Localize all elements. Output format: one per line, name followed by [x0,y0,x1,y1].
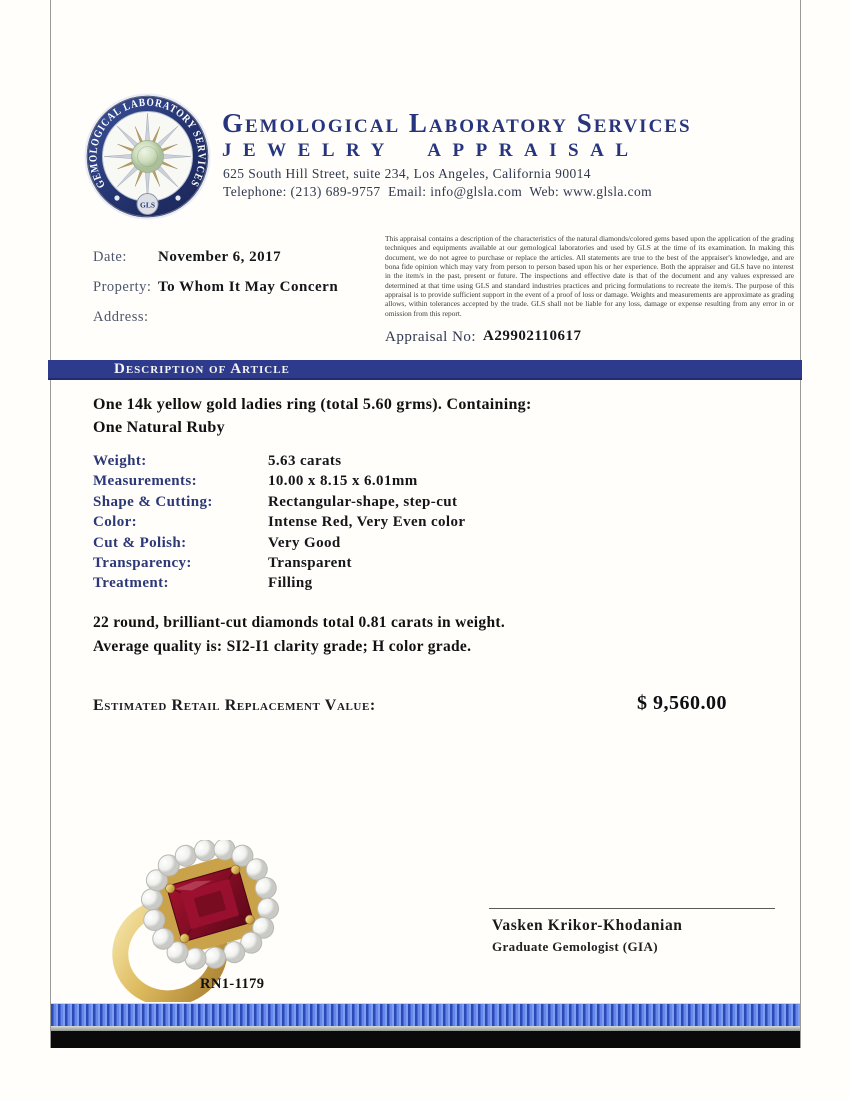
appraisal-no-value: A29902110617 [483,328,582,344]
gem-spec-table [93,453,713,596]
spec-value: Rectangular-shape, step-cut [268,493,458,510]
appraiser-name: Vasken Krikor-Khodanian [492,917,683,934]
page-border-right [800,0,801,1048]
logo-dot-right [175,195,180,200]
date-value: November 6, 2017 [158,249,282,265]
spec-row-cut-polish [93,535,713,555]
spec-label: Treatment: [93,575,169,592]
spec-value: Very Good [268,534,341,551]
spec-row-measurements [93,473,713,493]
property-label: Property: [93,279,152,295]
diamonds-line-1: 22 round, brilliant-cut diamonds total 0.81 carats in weight. [93,614,505,631]
page-border-left [50,0,51,1048]
spec-label: Measurements: [93,473,198,490]
spec-value: 5.63 carats [268,453,342,469]
org-name-title: Gemological Laboratory Services [222,108,692,138]
signature-line [489,908,775,909]
appraisal-no-label: Appraisal No: [385,329,477,345]
spec-row-weight [93,453,713,473]
logo-dot-left [114,195,119,200]
ring-reference-number: RN1-1179 [200,976,265,992]
company-logo [84,93,211,220]
logo-gem [132,141,164,173]
diamonds-line-2: Average quality is: SI2-I1 clarity grade; H color grade. [93,638,472,655]
footer-black-bar [51,1031,800,1048]
org-address: 625 South Hill Street, suite 234, Los Angeles, California 90014 [223,166,591,181]
address-label: Address: [93,309,149,325]
spec-row-treatment [93,575,713,595]
org-contact: Telephone: (213) 689-9757 Email: info@glsla.com Web: www.glsla.com [223,184,653,199]
ring-head [127,840,294,984]
valuation-amount: $ 9,560.00 [637,692,727,714]
logo-ring-text: GEMOLOGICAL LABORATORY SERVICES [87,96,208,191]
appraiser-title: Graduate Gemologist (GIA) [492,939,658,954]
spec-row-shape [93,494,713,514]
footer-stripe-bar [51,1003,800,1026]
spec-label: Cut & Polish: [93,534,187,551]
disclaimer-text: This appraisal contains a description of the characteristics of the natural diamonds/colored gems based upon the application of the grading techniques and equipments available at our gemological laboratories and used by GLS at the time of its examination. In making this document, we do not agree to purchase or replace the articles. All statements are true to the best of the appraiser's knowledge, and are bona fide opinion which may vary from person to person based upon his or her experience. Both the appraiser and GLS have no interest in the item/s in the past, present or future. The inspections and effective date is that of the document and any values expressed are determined at that time using GLS and standard industries practices and pricing formulations to recreate the item/s. The purpose of this appraisal is to provide sufficient support in the event of a proof of loss or damage. Weights and measurements are approximate as grading allows, within tolerances accepted by the trade. GLS shall not be liable for any loss, damage or expense resulting from any error in or omission from this report. [385,234,794,318]
description-line-2: One Natural Ruby [93,419,225,436]
property-value: To Whom It May Concern [158,279,339,295]
logo-monogram-text: GLS [139,200,156,210]
date-label: Date: [93,249,127,265]
section-title: Description of Article [114,361,290,377]
doc-type-title: JEWELRY APPRAISAL [222,140,640,161]
spec-value: Filling [268,575,313,592]
spec-value: Transparent [268,554,352,571]
spec-row-transparency [93,555,713,575]
spec-label: Shape & Cutting: [93,493,213,510]
spec-label: Weight: [93,453,147,469]
valuation-label: Estimated Retail Replacement Value: [93,697,376,714]
spec-label: Color: [93,514,138,531]
section-header-bar [48,360,802,380]
description-line-1: One 14k yellow gold ladies ring (total 5.60 grms). Containing: [93,396,532,413]
ring-photo [58,840,338,1002]
spec-value: 10.00 x 8.15 x 6.01mm [268,473,418,490]
spec-row-color [93,514,713,534]
spec-value: Intense Red, Very Even color [268,514,466,531]
spec-label: Transparency: [93,554,192,571]
